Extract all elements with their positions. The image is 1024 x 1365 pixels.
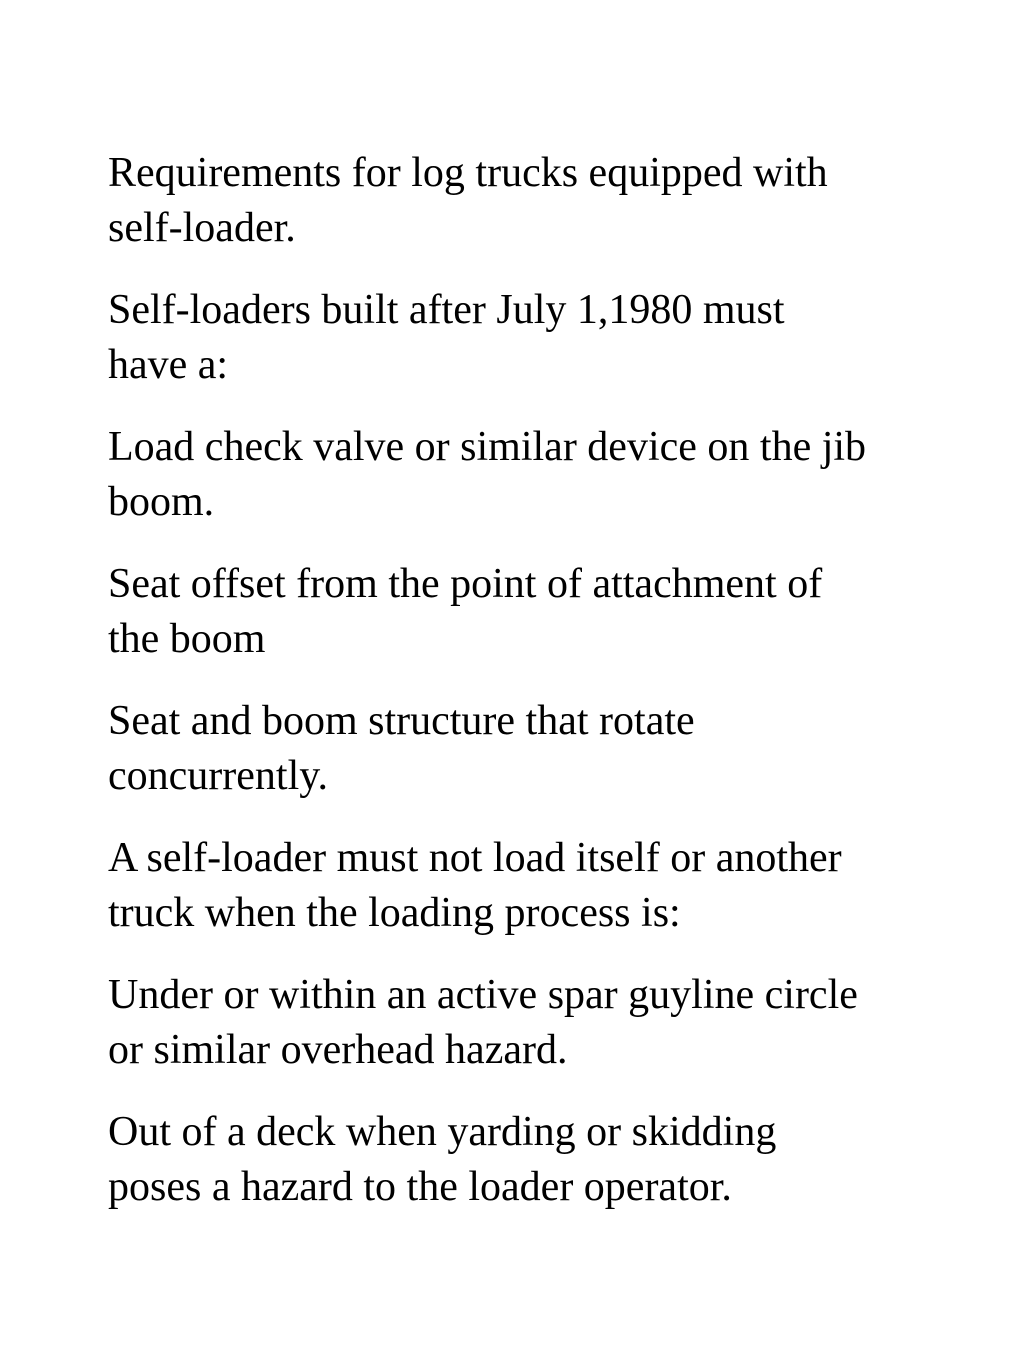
paragraph-requirement-load-check: Load check valve or similar device on the jib boom.: [108, 424, 867, 525]
paragraph-heading: Requirements for log trucks equipped with self-loader.: [108, 150, 828, 251]
paragraph-intro: Self-loaders built after July 1,1980 must have a:: [108, 287, 785, 388]
paragraph-restriction-guyline: Under or within an active spar guyline circle or similar overhead hazard.: [108, 972, 858, 1073]
paragraph-requirement-seat-offset: Seat offset from the point of attachment of the boom: [108, 561, 823, 662]
paragraph-restriction-deck: Out of a deck when yarding or skidding poses a hazard to the loader operator.: [108, 1109, 777, 1210]
document-page: [108, 146, 868, 1242]
paragraph-requirement-rotation: Seat and boom structure that rotate concurrently.: [108, 698, 695, 799]
paragraph-restriction-intro: A self-loader must not load itself or another truck when the loading process is:: [108, 835, 842, 936]
